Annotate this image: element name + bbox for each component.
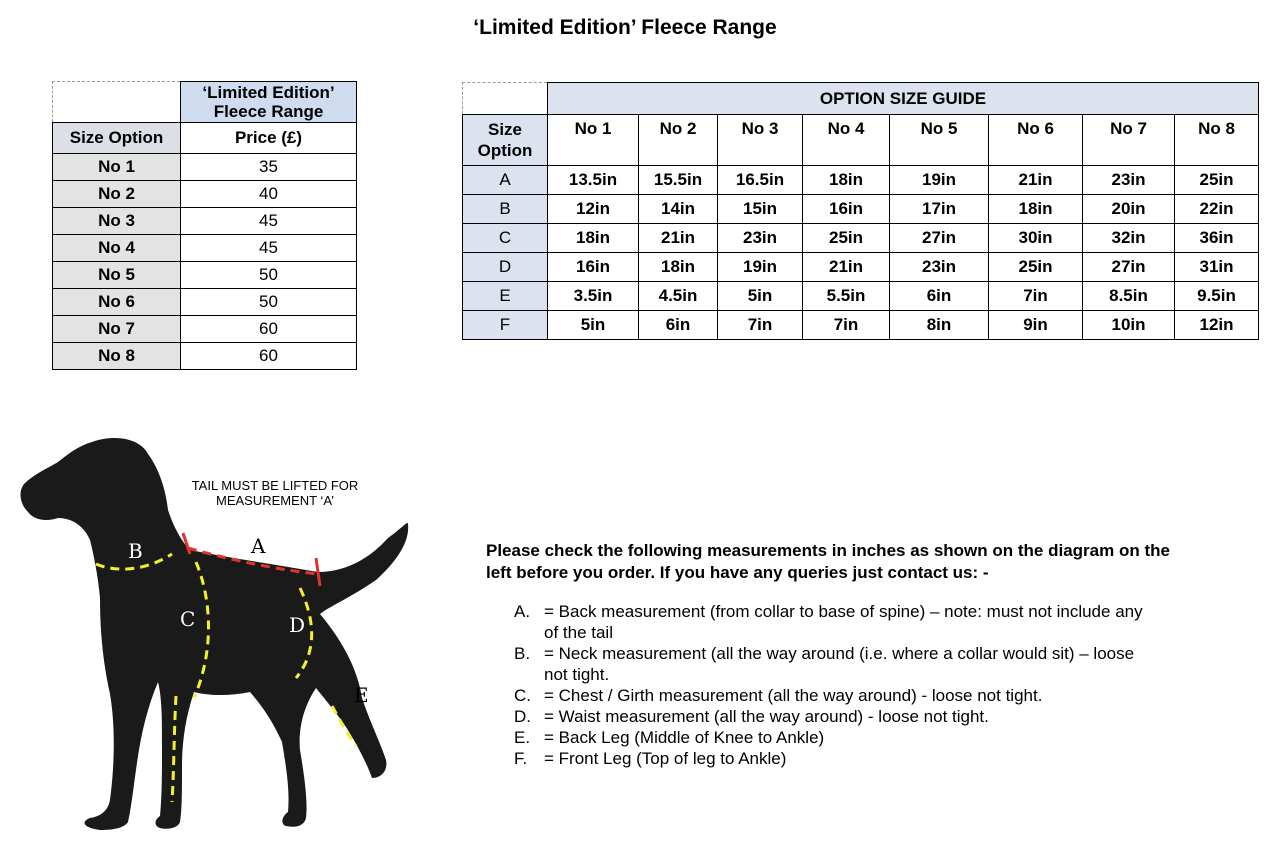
size-guide-column-heading: No 3: [718, 115, 803, 166]
size-guide-cell: 7in: [803, 311, 890, 340]
label-d: D: [289, 613, 306, 637]
size-guide-row: [463, 224, 1259, 253]
size-guide-cell: 17in: [890, 195, 989, 224]
price-row-size: No 1: [53, 154, 181, 181]
price-row: [53, 343, 357, 370]
size-guide-cell: 22in: [1175, 195, 1259, 224]
size-guide-cell: 12in: [1175, 311, 1259, 340]
label-e: E: [354, 683, 369, 707]
size-guide-column-heading: No 1: [548, 115, 639, 166]
measurement-list: [514, 601, 1154, 769]
price-row-size: No 8: [53, 343, 181, 370]
size-guide-row-label: A: [463, 166, 548, 195]
measurement-letter: D.: [514, 707, 531, 726]
price-row: [53, 154, 357, 181]
price-row-price: 50: [181, 262, 357, 289]
price-row-price: 60: [181, 316, 357, 343]
size-guide-cell: 18in: [548, 224, 639, 253]
measurement-text: = Front Leg (Top of leg to Ankle): [544, 749, 787, 768]
price-row-size: No 7: [53, 316, 181, 343]
measurement-item: [514, 685, 1154, 706]
size-guide-cell: 14in: [639, 195, 718, 224]
size-guide-row-heading: Size Option: [463, 115, 548, 166]
size-guide-cell: 25in: [989, 253, 1083, 282]
size-guide-cell: 16in: [803, 195, 890, 224]
size-guide-cell: 25in: [1175, 166, 1259, 195]
label-b: B: [128, 539, 143, 563]
size-guide-cell: 21in: [803, 253, 890, 282]
price-row: [53, 289, 357, 316]
measurement-text: = Back Leg (Middle of Knee to Ankle): [544, 728, 825, 747]
measurement-item: [514, 706, 1154, 727]
size-guide-column-heading: No 6: [989, 115, 1083, 166]
size-guide-cell: 21in: [989, 166, 1083, 195]
tail-note: TAIL MUST BE LIFTED FOR MEASUREMENT ‘A’: [191, 478, 359, 508]
measurement-letter: E.: [514, 728, 531, 747]
measurement-letter: B.: [514, 644, 531, 663]
label-f: F: [185, 739, 199, 763]
size-guide-cell: 6in: [890, 282, 989, 311]
size-guide-cell: 8.5in: [1083, 282, 1175, 311]
price-table-body: [53, 154, 357, 370]
price-row-size: No 3: [53, 208, 181, 235]
size-guide-column-heading: No 4: [803, 115, 890, 166]
size-guide-row: [463, 253, 1259, 282]
price-row: [53, 208, 357, 235]
size-guide-cell: 27in: [890, 224, 989, 253]
measurement-text: = Neck measurement (all the way around (i.e. where a collar would sit) – loose not tight.: [544, 644, 1135, 684]
size-guide-cell: 32in: [1083, 224, 1175, 253]
size-guide-cell: 5in: [548, 311, 639, 340]
price-row: [53, 262, 357, 289]
price-row-size: No 2: [53, 181, 181, 208]
measurement-item: [514, 748, 1154, 769]
size-guide-row-label: E: [463, 282, 548, 311]
size-guide-column-heading: No 2: [639, 115, 718, 166]
size-guide-row: [463, 282, 1259, 311]
measurement-letter: F.: [514, 749, 528, 768]
size-guide-cell: 15in: [718, 195, 803, 224]
size-guide-cell: 5in: [718, 282, 803, 311]
size-guide-cell: 25in: [803, 224, 890, 253]
size-guide-cell: 27in: [1083, 253, 1175, 282]
size-guide-cell: 16.5in: [718, 166, 803, 195]
size-guide-cell: 19in: [718, 253, 803, 282]
price-table: [52, 81, 357, 370]
size-guide-cell: 19in: [890, 166, 989, 195]
price-row: [53, 181, 357, 208]
size-guide-row: [463, 166, 1259, 195]
size-guide-cell: 6in: [639, 311, 718, 340]
price-table-corner: [53, 82, 181, 123]
size-guide-cell: 18in: [639, 253, 718, 282]
label-c: C: [180, 607, 196, 631]
label-a: A: [251, 534, 266, 558]
price-row-price: 60: [181, 343, 357, 370]
size-guide-cell: 8in: [890, 311, 989, 340]
price-row-price: 50: [181, 289, 357, 316]
size-guide-column-heading: No 8: [1175, 115, 1259, 166]
price-row-size: No 6: [53, 289, 181, 316]
size-guide-row-label: C: [463, 224, 548, 253]
price-row-size: No 4: [53, 235, 181, 262]
size-guide-heading: OPTION SIZE GUIDE: [548, 83, 1259, 115]
size-guide-cell: 18in: [989, 195, 1083, 224]
size-guide-row-label: F: [463, 311, 548, 340]
size-guide-cell: 30in: [989, 224, 1083, 253]
size-guide-corner: [463, 83, 548, 115]
size-guide-cell: 31in: [1175, 253, 1259, 282]
measurement-item: [514, 643, 1154, 685]
size-guide-row-label: D: [463, 253, 548, 282]
range-heading: ‘Limited Edition’ Fleece Range: [181, 82, 357, 123]
size-guide-row-label: B: [463, 195, 548, 224]
size-guide-cell: 12in: [548, 195, 639, 224]
size-guide-cell: 23in: [890, 253, 989, 282]
size-guide-column-heading: No 7: [1083, 115, 1175, 166]
size-option-heading: Size Option: [53, 123, 181, 154]
size-guide-column-heading: No 5: [890, 115, 989, 166]
size-guide-cell: 18in: [803, 166, 890, 195]
size-guide-cell: 20in: [1083, 195, 1175, 224]
size-guide-cell: 15.5in: [639, 166, 718, 195]
page-title: ‘Limited Edition’ Fleece Range: [473, 16, 777, 39]
price-row: [53, 235, 357, 262]
measurement-item: [514, 727, 1154, 748]
size-guide-body: [463, 166, 1259, 340]
size-guide-table: [462, 82, 1259, 340]
size-guide-cell: 4.5in: [639, 282, 718, 311]
size-guide-cell: 9in: [989, 311, 1083, 340]
measurement-letter: A.: [514, 602, 531, 621]
size-guide-cell: 36in: [1175, 224, 1259, 253]
measurement-text: = Back measurement (from collar to base of spine) – note: must not include any of the tail: [544, 602, 1143, 642]
measurement-item: [514, 601, 1154, 643]
size-guide-cell: 3.5in: [548, 282, 639, 311]
size-guide-cell: 5.5in: [803, 282, 890, 311]
size-guide-cell: 7in: [718, 311, 803, 340]
size-guide-cell: 23in: [718, 224, 803, 253]
size-guide-cell: 13.5in: [548, 166, 639, 195]
size-guide-cell: 23in: [1083, 166, 1175, 195]
price-row-price: 35: [181, 154, 357, 181]
size-guide-row: [463, 311, 1259, 340]
price-row-price: 45: [181, 235, 357, 262]
size-guide-cell: 21in: [639, 224, 718, 253]
measurement-letter: C.: [514, 686, 531, 705]
size-guide-cell: 10in: [1083, 311, 1175, 340]
price-row-price: 40: [181, 181, 357, 208]
price-row-size: No 5: [53, 262, 181, 289]
size-guide-cell: 9.5in: [1175, 282, 1259, 311]
measurement-text: = Chest / Girth measurement (all the way around) - loose not tight.: [544, 686, 1043, 705]
price-row-price: 45: [181, 208, 357, 235]
measurement-text: = Waist measurement (all the way around) - loose not tight.: [544, 707, 989, 726]
instructions-intro: Please check the following measurements in inches as shown on the diagram on the left before you order. If you have any queries just contact us: -: [486, 541, 1170, 582]
size-guide-cell: 16in: [548, 253, 639, 282]
size-guide-row: [463, 195, 1259, 224]
price-heading: Price (£): [181, 123, 357, 154]
price-row: [53, 316, 357, 343]
size-guide-cell: 7in: [989, 282, 1083, 311]
